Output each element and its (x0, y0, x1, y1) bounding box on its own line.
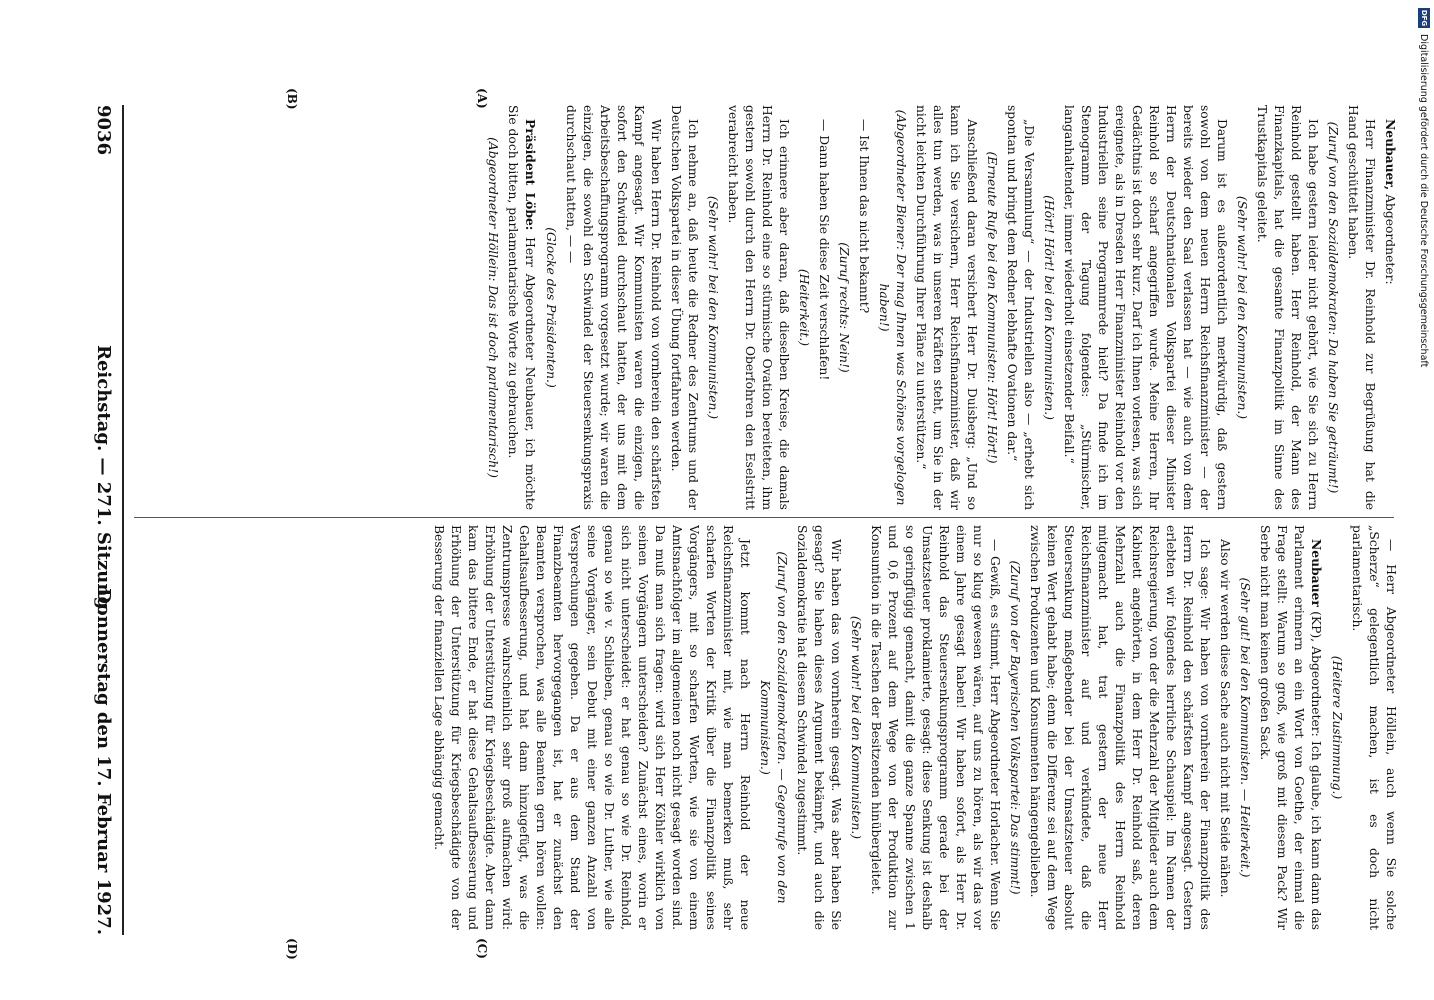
body-paragraph: Ich sage: Wir haben von vornherein der Finanzpolitik des Herrn Dr. Reinhold den schärfsten Kampf angesagt. Gestern erlebten wir folgendes herrliche Schauspiel: Im Namen der Reichsregierung, von der die Mehrzahl der Mitglieder auch dem Kabinett angehörten, in dem Herr Dr. Reinhold saß, deren Mehrzahl auch die Finanzpolitik des Herrn Reinhold mitgemacht hat, trat gestern der neue Herr Reichsfinanzminister auf und verkündete, daß die Steuersenkung maßgebender bei der Umsatzsteuer absolut keinen Wert gehabt habe; denn die Differenz sei auf dem Wege zwischen Produzenten und Konsumenten hängengeblieben. (1028, 525, 1212, 930)
body-paragraph: „Die Versammlung“ — der Industriellen also — „erhebt sich spontan und bringt dem Redner lebhafte Ovationen dar.“ (1005, 105, 1036, 510)
body-paragraph: — Ist Ihnen das nicht bekannt? (857, 119, 871, 314)
interjection: (Abgeordneter Biener: Der mag Ihnen was Schönes vorgelogen haben!) (877, 109, 908, 506)
margin-letter-a: (A) (475, 88, 489, 109)
left-column (134, 105, 1399, 510)
speaker-paragraph (1381, 105, 1399, 510)
interjection: (Heiterkeit.) (797, 268, 811, 347)
speaker-text: Herr Abgeordneter Neubauer, ich möchte Sie doch bitten, parlamentarische Worte zu gebrauchen. (506, 105, 537, 510)
speaker-text: (KP), Abgeordneter: Ich glaube, ich kann dann das Parlament erinnern an ein Wort von Goethe, der einmal die Frage stellt: Warum so groß, wie groß mit diesem Pack? Wir Serbe nicht man keinen großen Sack. (1258, 525, 1323, 930)
column-divider (134, 517, 1394, 518)
interjection: (Abgeordneter Höllein: Das ist doch parlamentarisch!) (486, 137, 500, 478)
margin-letter-d: (D) (285, 938, 299, 960)
interjection: (Hört! Hört! bei den Kommunisten.) (1042, 195, 1056, 420)
body-paragraph: Ich erinnere aber daran, daß dieselben Kreise, die damals Herrn Dr. Reinhold eine so stürmische Ovation bereiteten, ihm gestern sowohl durch den Herrn Dr. Oberfohren den Eselstritt verabreicht haben. (726, 105, 791, 510)
interjection: (Zuruf von den Sozialdemokraten: Da haben Sie geträumt!) (1326, 121, 1340, 494)
interjection: (Erneute Rufe bei den Kommunisten: Hört! Hört!) (985, 151, 999, 464)
interjection: (Sehr wahr! bei den Kommunisten.) (1235, 195, 1249, 420)
body-paragraph: Also wir werden diese Sache auch nicht mit Seide nähen. (1218, 539, 1232, 898)
body-paragraph: Wir haben Herrn Dr. Reinhold von vornherein den schärfsten Kampf angesagt. Wir Kommunisten waren die einzigen, die sofort den Schwindel durchschaut hatten, der uns mit dem Arbeitsbeschaffungsprogramm vorgesetzt wurde; wir waren die einzigen, die sowohl den Schwindel der Steuersenkungspraxis durchschaut hatten, — — (564, 105, 663, 510)
interjection: (Zuruf von den Sozialdemokraten. — Gegenrufe von den Kommunisten.) (758, 551, 789, 904)
header-rule (122, 105, 124, 935)
speaker-paragraph (504, 105, 539, 510)
interjection: (Glocke des Präsidenten.) (544, 227, 558, 388)
interjection: (Sehr wahr! bei den Kommunisten.) (849, 615, 863, 840)
margin-letter-c: (C) (475, 938, 489, 959)
interjection: (Zuruf rechts: Nein!) (837, 242, 851, 373)
speaker-paragraph (1256, 525, 1325, 930)
body-paragraph: Wir haben das von vornherein gesagt. Was aber haben Sie gesagt? Sie haben dieses Argument bekämpft, und auch die Sozialdemokratie hat diesem Schwindel zugestimmt. (795, 525, 843, 930)
body-paragraph: Ich nehme an, daß heute die Redner des Zentrums und der Deutschen Volkspartei in dieser Übung fortfahren werden. (669, 105, 700, 510)
body-paragraph: Darum ist es außerordentlich merkwürdig, daß gestern sowohl von dem neuen Herrn Reichsfinanzminister — der bereits wieder den Saal verlassen hat — wie auch von dem Herrn der Deutschnationalen Volkspartei dieser Minister Reinhold so scharf angegriffen wurde. Meine Herren, Ihr Gedächtnis ist doch sehr kurz. Darf ich Ihnen vorlesen, was sich ereignete, als in Dresden Herr Finanzminister Reinhold vor den Industriellen seine Programmrede hielt? Da finde ich im Stenogramm der Tagung folgendes: „Stürmischer, langanhaltender, immer wiederholt einsetzender Beifall.“ (1062, 105, 1229, 510)
footer-text: Digitalisierung gefördert durch die Deutsche Forschungsgemeinschaft (1418, 34, 1430, 368)
header-title: Reichstag. — 271. Sitzung. (93, 345, 114, 616)
speaker-name: Neubauer, (1383, 119, 1398, 191)
body-paragraph: Ich habe gestern leider nicht gehört, wie Sie sich zu Herrn Reinhold gestellt haben. Herr Reinhold, der Mann des Finanzkapitals, hat die gesamte Finanzpolitik im Sinne des Trustkapitals geleitet. (1255, 105, 1320, 510)
interjection: (Sehr gut! bei den Kommunisten. — Heiterkeit.) (1238, 577, 1252, 878)
dfg-logo-icon: DFG (1420, 9, 1428, 27)
page-header (88, 105, 114, 935)
body-paragraph: Herr Finanzminister Dr. Reinhold zur Begrüßung hat die Hand geschüttelt haben. (1346, 105, 1377, 510)
body-paragraph: — Herr Abgeordneter Höllein, auch wenn Sie solche „Scherze“ gelegentlich machen, ist es doch nicht parlamentarisch. (1350, 525, 1398, 930)
speaker-text: Abgeordneter: (1383, 190, 1397, 285)
interjection: (Sehr wahr! bei den Kommunisten.) (706, 195, 720, 420)
margin-letter-b: (B) (285, 88, 299, 110)
right-column (134, 525, 1399, 930)
page-number: 9036 (93, 105, 114, 156)
digitization-footer (1414, 0, 1434, 1000)
speaker-name: Neubauer (1309, 539, 1324, 607)
speaker-name: Präsident Löbe: (523, 119, 538, 231)
body-paragraph: Anschließend daran versichert Herr Dr. Duisberg: „Und so kann ich Sie versichern, Herr Reichsfinanzminister, daß wir alles tun werden, was in unseren Kräften steht, um Sie in der nicht leichten Durchführung Ihrer Pläne zu unterstützen.“ (914, 105, 979, 510)
interjection: (Heitere Zustimmung.) (1330, 655, 1344, 800)
body-paragraph: — Dann haben Sie diese Zeit verschlafen! (817, 119, 831, 381)
interjection: (Zuruf von der Bayerischen Volkspartei: Das stimmt!) (1008, 560, 1022, 895)
body-paragraph: — Gewiß, es stimmt, Herr Abgeordneter Horlacher. Wenn Sie nur so klug gewesen wären, auf uns zu hören, als wir das vor einem Jahre gesagt haben! Wir haben sofort, als Herr Dr. Reinhold das Steuersenkungsprogramm gerade bei der Umsatzsteuer proklamierte, gesagt: diese Senkung ist deshalb so geringfügig gemacht, damit die ganze Spanne zwischen 1 und 0,6 Prozent auf dem Wege von der Produktion zur Konsumtion in die Taschen der Besitzenden hinübergleitet. (869, 525, 1002, 930)
body-paragraph: Jetzt kommt nach Herrn Reinhold der neue Reichsfinanzminister mit, wie man bemerken muß, sehr scharfen Worten der Kritik über die Finanzpolitik seines Vorgängers, mit so scharfen Worten, wie sie von einem Amtsnachfolger im allgemeinen noch nicht gesagt worden sind. Da muß man sich fragen: wird sich Herr Köhler wirklich von seinen Vorgängern unterscheiden? Zunächst eines, worin er sich nicht unterscheidet: er hat genau so wie Dr. Reinhold, genau so wie v. Schlieben, genau so wie Dr. Luther, wie alle seine Vorgänger, sein Debut mit einer ganzen Anzahl von Versprechungen gegeben. Da er aus dem Stand der Finanzbeamten hervorgegangen ist, hat er zunächst den Beamten versprochen, was alle Beamten gern hören wollen: Gehaltsaufbesserung, und hat dann hinzugefügt, was die Zentrumspresse wahrscheinlich sehr groß aufmachen wird: Erhöhung der Unterstützung für Kriegsbeschädigte. Aber dann kam das bittere Ende, er hat diese Gehaltsaufbesserung und Erhöhung der Unterstützung für Kriegsbeschädigte von der Besserung der finanziellen Lage abhängig gemacht. (432, 525, 752, 930)
header-date: Donnerstag den 17. Februar 1927. (93, 588, 114, 935)
